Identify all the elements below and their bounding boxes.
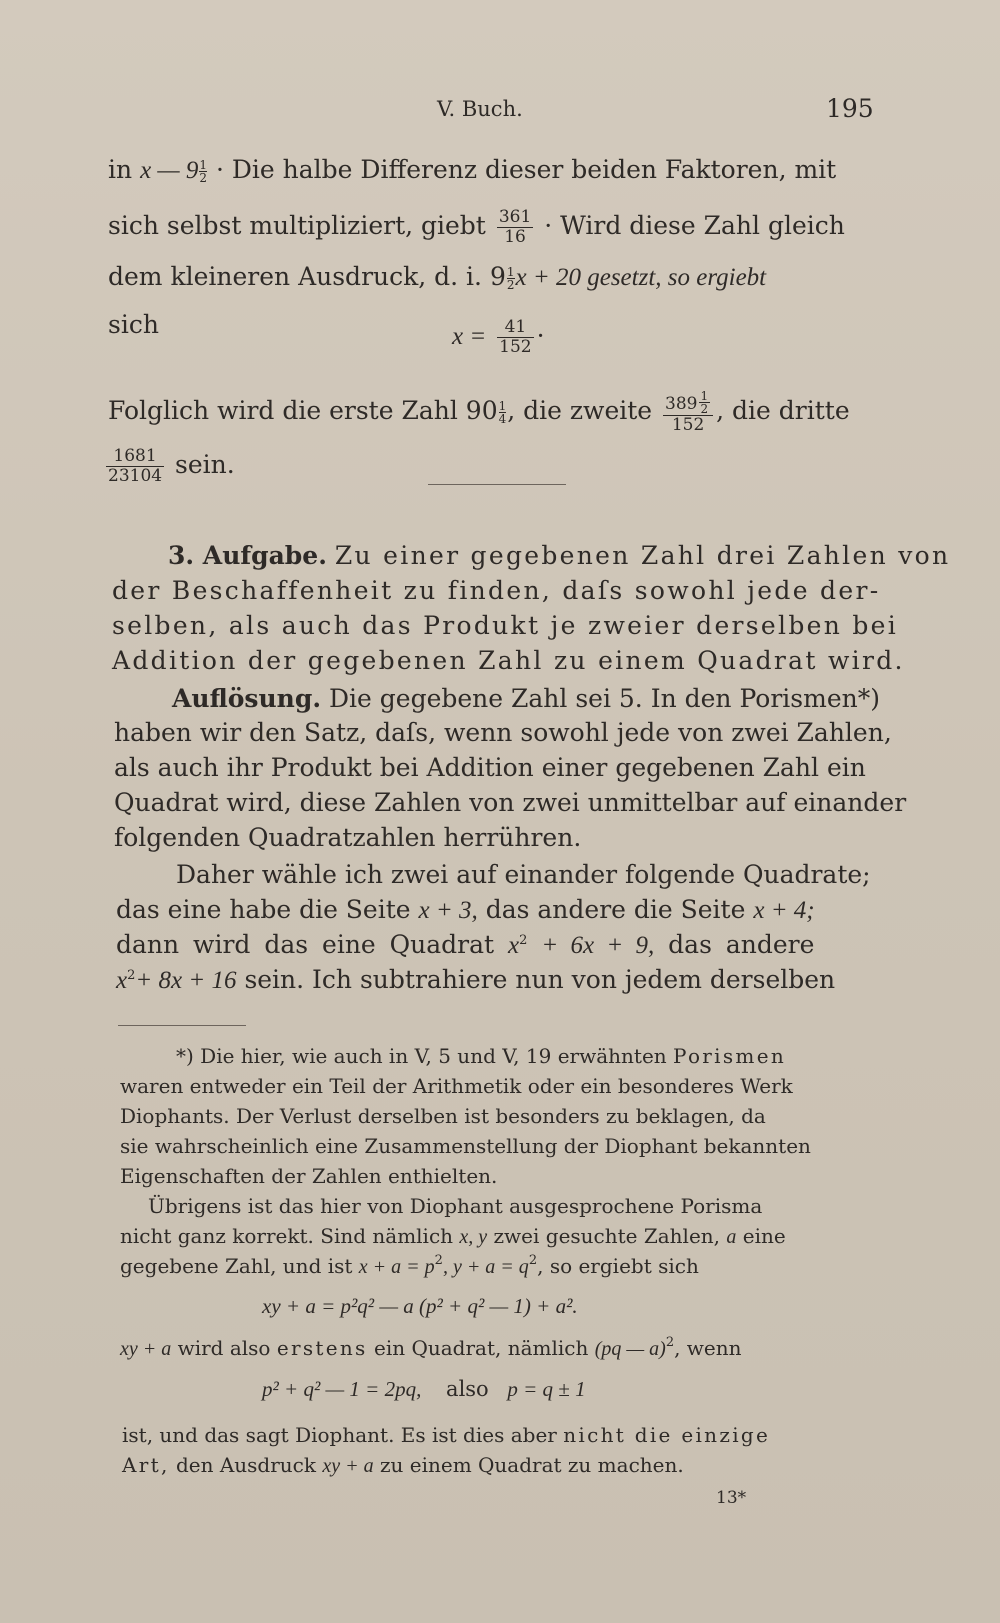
- text-span: in: [108, 155, 133, 184]
- math-span: x + a = p: [358, 1256, 435, 1278]
- math-span: p² + q² — 1 = 2pq,: [262, 1377, 422, 1401]
- math-span: p = q ± 1: [507, 1377, 586, 1401]
- math-span: xy + a: [120, 1338, 172, 1360]
- text-line: haben wir den Satz, daſs, wenn sowohl jede von zwei Zahlen,: [114, 718, 892, 747]
- text-span: das eine habe die Seite: [116, 895, 411, 924]
- text-span: wird also: [177, 1336, 271, 1360]
- text-span: ein Quadrat, nämlich: [373, 1336, 589, 1360]
- math-span: xy + a: [322, 1455, 374, 1477]
- footnote-equation: xy + a = p²q² — a (p² + q² — 1) + a².: [262, 1294, 578, 1318]
- footnote-equation: [262, 1376, 586, 1402]
- text-span: das andere: [668, 930, 815, 959]
- signature-mark: 13*: [716, 1488, 747, 1508]
- text-line: [116, 965, 835, 996]
- text-span: sein.: [175, 450, 235, 479]
- fraction-half: [699, 390, 711, 415]
- footnote-line: [176, 1043, 786, 1069]
- problem-label: 3. Aufgabe.: [168, 541, 327, 570]
- math-span: , y + a = q: [442, 1256, 529, 1278]
- footnote-line: [120, 1223, 786, 1250]
- frac-den: 152: [499, 337, 532, 357]
- math-span: x + 4;: [753, 897, 815, 924]
- text-line: [106, 447, 235, 486]
- text-line: [172, 684, 880, 714]
- section-divider: [428, 484, 566, 485]
- solution-label: Auflösung.: [172, 684, 322, 713]
- text-line: der Beschaffenheit zu finden, daſs sowohl jede der-: [112, 576, 881, 605]
- frac-num: 1: [506, 265, 515, 279]
- text-span: so ergiebt sich: [549, 1254, 699, 1278]
- fraction: [663, 390, 713, 435]
- fraction-half: [199, 159, 207, 184]
- frac-num: 1: [199, 158, 208, 172]
- text-span: ist, und das sagt Diophant. Es ist dies aber: [122, 1423, 557, 1447]
- text-line: [108, 262, 766, 293]
- math-span: + 8x + 16: [135, 967, 237, 994]
- text-line: Quadrat wird, diese Zahlen von zwei unmittelbar auf einander: [114, 788, 907, 817]
- frac-den: 2: [506, 278, 515, 292]
- text-span: *) Die hier, wie auch in V, 5 und V, 19 erwähnten: [176, 1044, 667, 1068]
- fraction-quarter: [499, 400, 507, 425]
- text-span: Porismen: [673, 1044, 787, 1068]
- frac-den: 2: [700, 402, 709, 416]
- superscript: 2: [528, 1253, 538, 1268]
- text-span: ,: [537, 1254, 544, 1278]
- footnote-line: Diophants. Der Verlust derselben ist besonders zu beklagen, da: [120, 1104, 766, 1128]
- math-span: x, y: [459, 1226, 488, 1248]
- text-span: ·: [536, 321, 545, 350]
- text-span: eine: [742, 1224, 786, 1248]
- fraction: [497, 318, 533, 357]
- superscript: 2: [434, 1253, 443, 1268]
- text-line: sich: [108, 310, 159, 339]
- footnote-line: [120, 1253, 699, 1280]
- text-line: [108, 390, 850, 435]
- footnote-line: sie wahrscheinlich eine Zusammenstellung der Diophant bekannten: [120, 1134, 811, 1158]
- text-span: den Ausdruck: [175, 1453, 316, 1477]
- math-span: x — 9: [140, 157, 199, 184]
- text-span: , wenn: [674, 1336, 742, 1360]
- text-line: [116, 895, 815, 926]
- frac-num-int: 389: [665, 394, 698, 414]
- frac-den: 2: [199, 171, 208, 185]
- text-span: das andere die Seite: [485, 895, 746, 924]
- running-head: V. Buch.: [437, 97, 523, 121]
- footnote-line: Übrigens ist das hier von Diophant ausgesprochene Porisma: [148, 1194, 763, 1218]
- text-line: Addition der gegebenen Zahl zu einem Quadrat wird.: [112, 646, 905, 675]
- superscript: 2: [665, 1335, 675, 1350]
- frac-num: 361: [498, 207, 532, 227]
- text-span: , die dritte: [716, 396, 850, 425]
- superscript: 2: [519, 933, 528, 948]
- display-equation: [452, 318, 545, 357]
- frac-den: 23104: [108, 466, 163, 486]
- math-span: (pq — a): [594, 1338, 666, 1360]
- frac-den: 16: [497, 227, 533, 247]
- text-span: sein. Ich subtrahiere nun von jedem derselben: [244, 965, 836, 994]
- text-line: [168, 541, 950, 571]
- text-span: zwei gesuchte Zahlen,: [493, 1224, 721, 1248]
- frac-num: 1: [498, 399, 507, 413]
- text-span: erstens: [276, 1336, 368, 1360]
- text-span: dann wird das eine Quadrat: [116, 930, 495, 959]
- fraction: [106, 447, 164, 486]
- text-span: nicht die einzige: [563, 1423, 771, 1447]
- math-span: x =: [452, 323, 487, 350]
- text-span: Zu einer gegebenen Zahl drei Zahlen von: [334, 541, 951, 570]
- fraction: [497, 208, 533, 247]
- frac-num: 1681: [113, 446, 157, 466]
- math-span: x + 20 gesetzt, so ergiebt: [515, 264, 767, 291]
- footnote-divider: [118, 1025, 246, 1026]
- math-span: x: [116, 967, 128, 994]
- text-span: zu einem Quadrat zu machen.: [379, 1453, 684, 1477]
- text-line: Daher wähle ich zwei auf einander folgende Quadrate;: [176, 860, 871, 889]
- text-span: Folglich wird die erste Zahl 90: [108, 396, 498, 425]
- footnote-line: Eigenschaften der Zahlen enthielten.: [120, 1164, 498, 1188]
- text-line: selben, als auch das Produkt je zweier derselben bei: [112, 611, 899, 640]
- text-span: · Wird diese Zahl gleich: [544, 211, 845, 240]
- frac-num: 41: [504, 317, 527, 337]
- text-span: dem kleineren Ausdruck, d. i. 9: [108, 262, 506, 291]
- frac-num: 1: [700, 389, 709, 403]
- text-line: [108, 155, 836, 186]
- footnote-line: [120, 1335, 742, 1362]
- text-span: Art,: [122, 1453, 170, 1477]
- math-span: x: [508, 932, 520, 959]
- text-line: [108, 208, 845, 247]
- fraction-half: [507, 266, 515, 291]
- text-span: Die gegebene Zahl sei 5. In den Porismen*): [329, 684, 880, 713]
- footnote-line: waren entweder ein Teil der Arithmetik oder ein besonderes Werk: [120, 1074, 793, 1098]
- text-span: also: [446, 1377, 489, 1401]
- math-span: a: [726, 1226, 737, 1248]
- text-span: sich selbst multipliziert, giebt: [108, 211, 486, 240]
- text-line: als auch ihr Produkt bei Addition einer gegebenen Zahl ein: [114, 753, 866, 782]
- superscript: 2: [127, 968, 136, 983]
- text-span: gegebene Zahl, und ist: [120, 1254, 353, 1278]
- frac-num: [663, 390, 713, 415]
- text-span: · Die halbe Differenz dieser beiden Faktoren, mit: [215, 155, 837, 184]
- math-span: + 6x + 9,: [541, 932, 655, 959]
- page-number: 195: [826, 94, 874, 123]
- text-span: nicht ganz korrekt. Sind nämlich: [120, 1224, 454, 1248]
- text-line: [116, 930, 814, 961]
- footnote-line: [122, 1422, 770, 1448]
- math-span: x + 3,: [418, 897, 478, 924]
- text-line: folgenden Quadratzahlen herrühren.: [114, 823, 582, 852]
- footnote-line: [122, 1452, 684, 1479]
- frac-den: 4: [498, 412, 507, 426]
- frac-den: 152: [663, 415, 713, 435]
- text-span: , die zweite: [507, 396, 653, 425]
